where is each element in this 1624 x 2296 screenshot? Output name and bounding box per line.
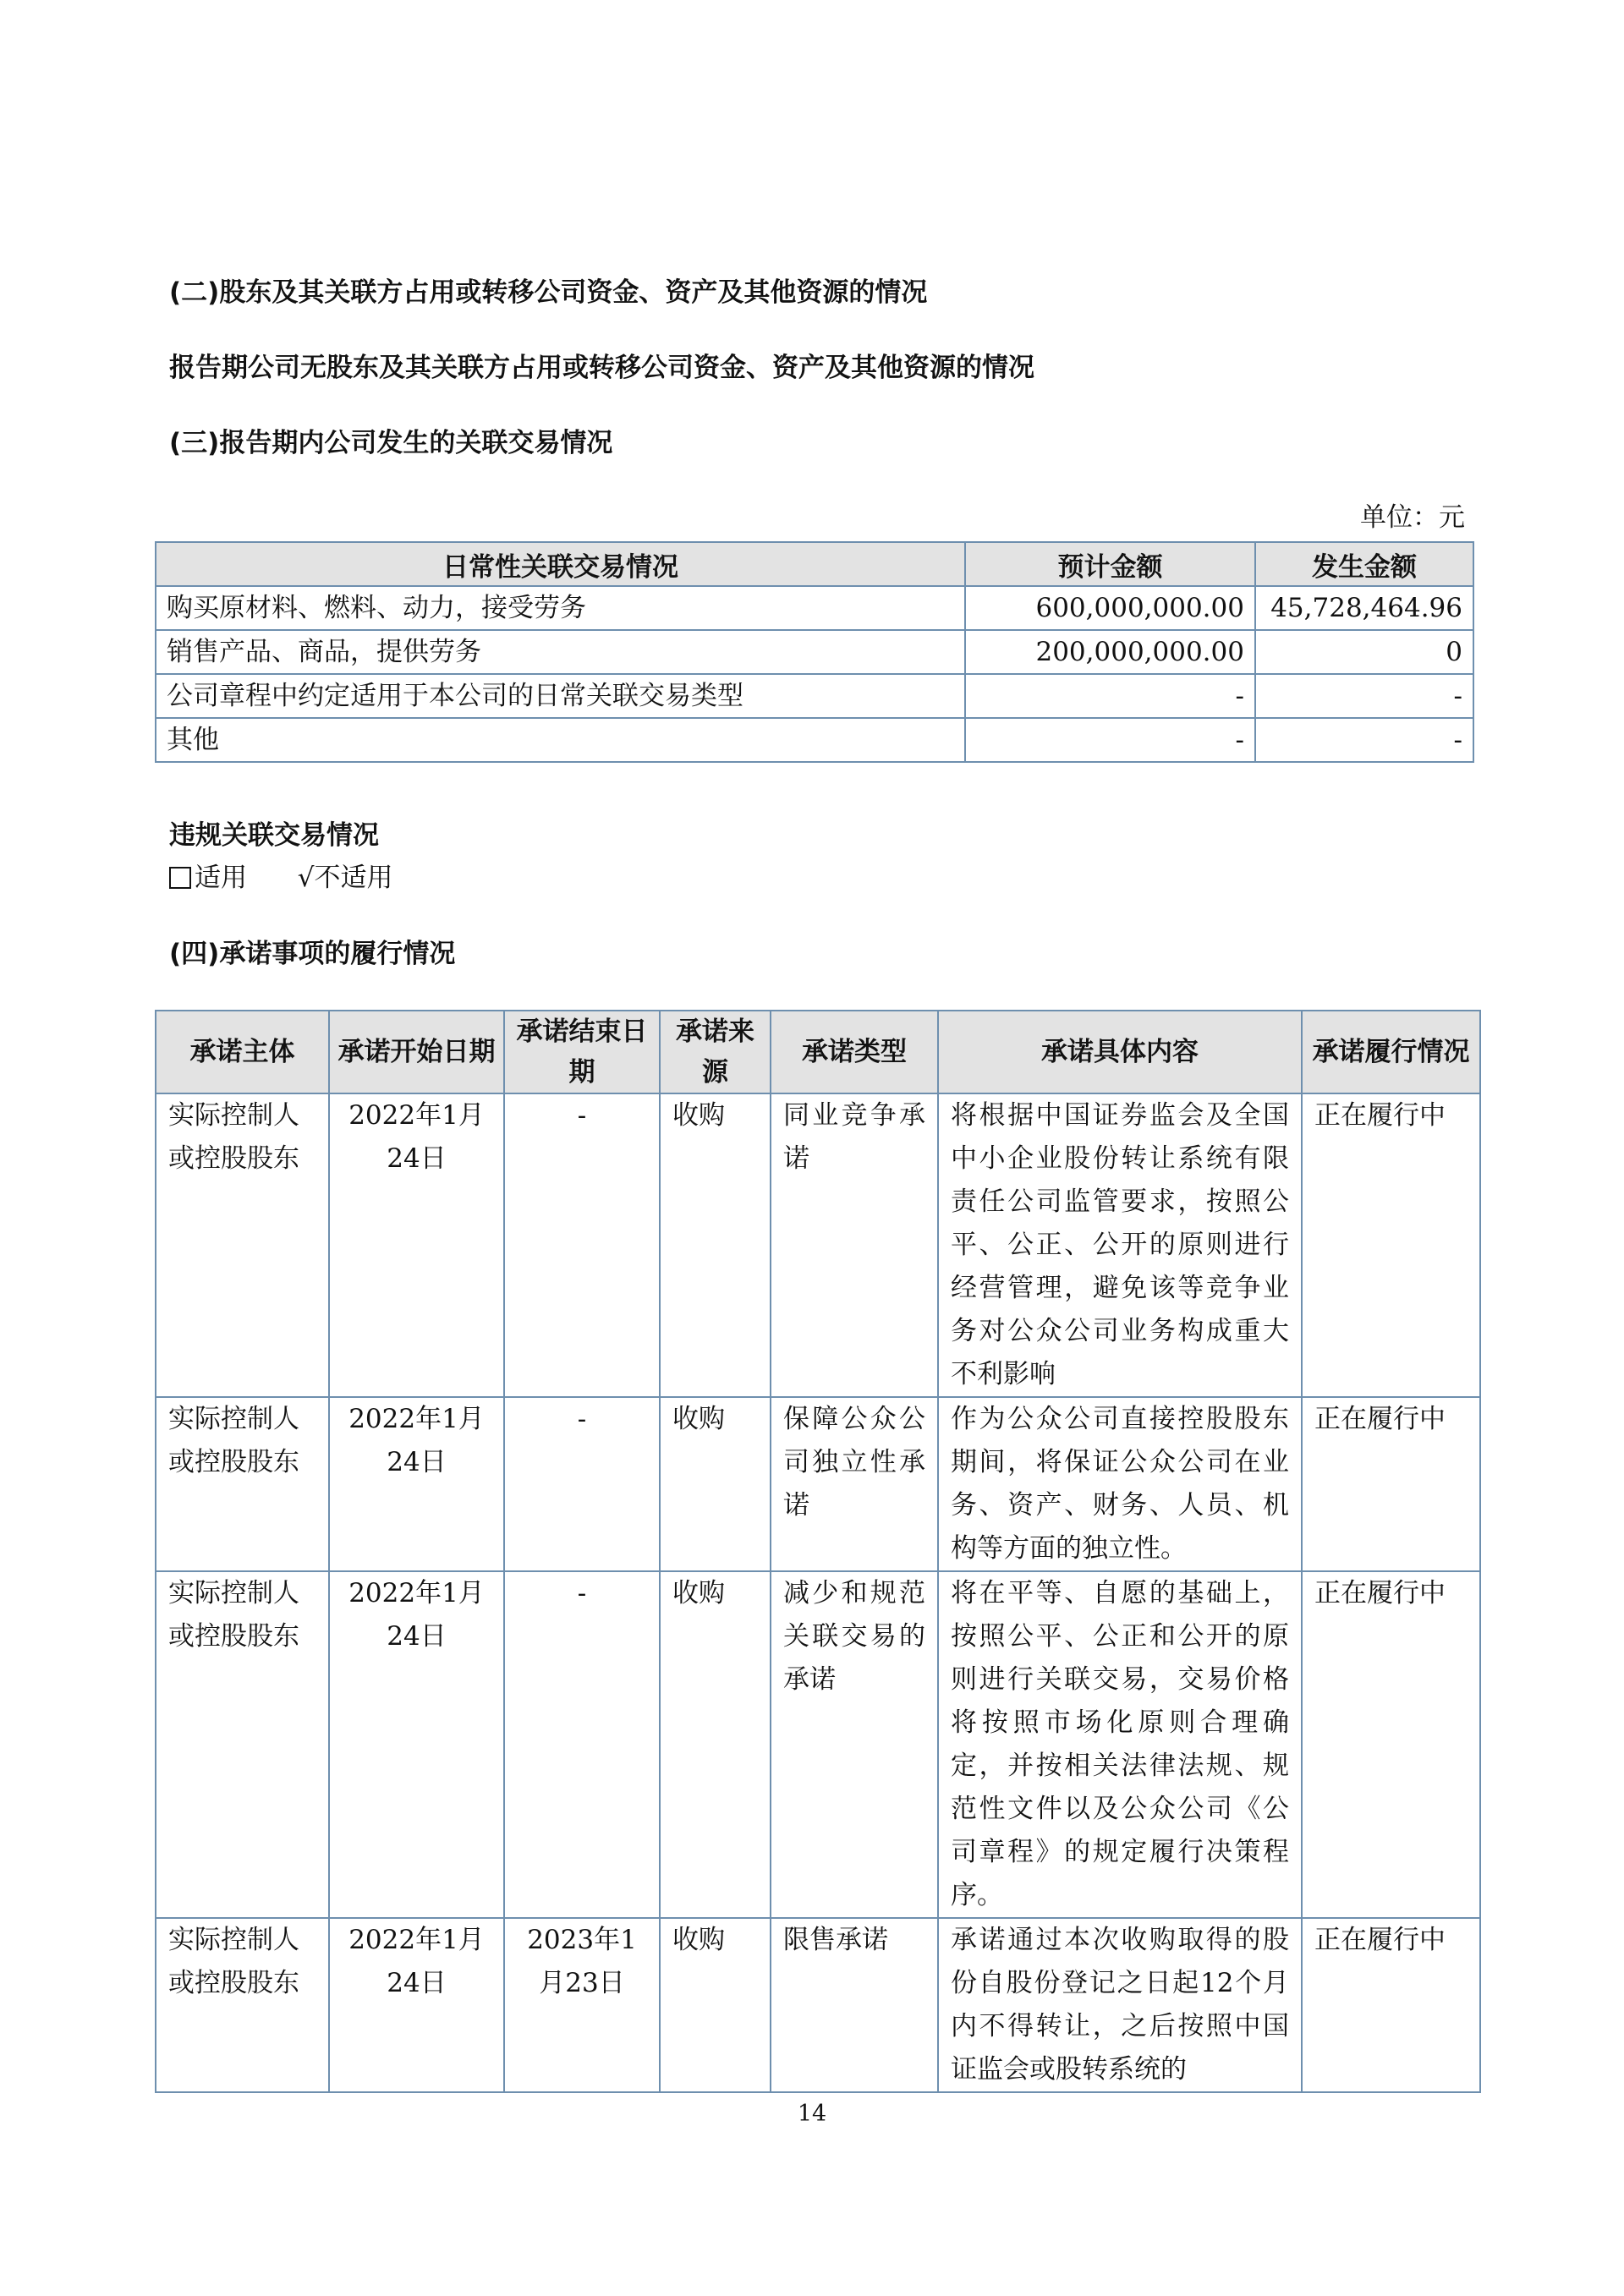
estimated-amount-cell: - (965, 718, 1255, 762)
type-cell: 减少和规范关联交易的承诺 (771, 1571, 938, 1918)
content-cell: 作为公众公司直接控股股东期间，将保证公众公司在业务、资产、财务、人员、机构等方面的独立性。 (938, 1397, 1302, 1571)
actual-amount-cell: - (1255, 718, 1473, 762)
header-cell: 承诺主体 (156, 1011, 329, 1093)
table-row (156, 674, 1473, 718)
end-date-cell: - (504, 1093, 660, 1397)
type-cell: 保障公众公司独立性承诺 (771, 1397, 938, 1571)
commitment-party-cell: 实际控制人或控股股东 (156, 1571, 329, 1918)
header-cell: 日常性关联交易情况 (156, 542, 965, 586)
table-row (156, 1918, 1480, 2092)
tx-type-cell: 公司章程中约定适用于本公司的日常关联交易类型 (156, 674, 965, 718)
header-cell: 承诺开始日期 (329, 1011, 504, 1093)
actual-amount-cell: - (1255, 674, 1473, 718)
tx-type-cell: 购买原材料、燃料、动力，接受劳务 (156, 586, 965, 630)
type-cell: 限售承诺 (771, 1918, 938, 2092)
table-row (156, 1093, 1480, 1397)
option-applicable: 适用 (195, 863, 247, 893)
source-cell: 收购 (660, 1397, 771, 1571)
actual-amount-cell: 0 (1255, 630, 1473, 674)
table-header-row (156, 1011, 1480, 1093)
start-date-cell: 2022年1月24日 (329, 1397, 504, 1571)
source-cell: 收购 (660, 1571, 771, 1918)
start-date-cell: 2022年1月24日 (329, 1093, 504, 1397)
violation-title: 违规关联交易情况 (169, 820, 379, 851)
status-cell: 正在履行中 (1302, 1397, 1480, 1571)
end-date-cell: - (504, 1397, 660, 1571)
end-date-cell: - (504, 1571, 660, 1918)
tx-type-cell: 销售产品、商品，提供劳务 (156, 630, 965, 674)
status-cell: 正在履行中 (1302, 1918, 1480, 2092)
table-row (156, 586, 1473, 630)
unit-label: 单位：元 (1360, 502, 1465, 533)
section-3-title: (三)报告期内公司发生的关联交易情况 (169, 428, 613, 458)
header-cell: 承诺来源 (660, 1011, 771, 1093)
option-not-applicable: √不适用 (297, 863, 393, 893)
table-row (156, 630, 1473, 674)
section-2-body: 报告期公司无股东及其关联方占用或转移公司资金、资产及其他资源的情况 (169, 353, 1034, 383)
violation-options (169, 861, 392, 895)
source-cell: 收购 (660, 1093, 771, 1397)
content-cell: 承诺通过本次收购取得的股份自股份登记之日起12个月内不得转让，之后按照中国证监会或股转系统的 (938, 1918, 1302, 2092)
header-cell: 承诺履行情况 (1302, 1011, 1480, 1093)
estimated-amount-cell: 200,000,000.00 (965, 630, 1255, 674)
table-header-row (156, 542, 1473, 586)
header-cell: 预计金额 (965, 542, 1255, 586)
commitments-table (155, 1010, 1481, 2093)
content-cell: 将根据中国证券监会及全国中小企业股份转让系统有限责任公司监管要求，按照公平、公正、公开的原则进行经营管理，避免该等竞争业务对公众公司业务构成重大不利影响 (938, 1093, 1302, 1397)
table-row (156, 1571, 1480, 1918)
section-4-title: (四)承诺事项的履行情况 (169, 939, 456, 969)
related-transactions-table (155, 541, 1474, 763)
tx-type-cell: 其他 (156, 718, 965, 762)
type-cell: 同业竞争承诺 (771, 1093, 938, 1397)
commitment-party-cell: 实际控制人或控股股东 (156, 1093, 329, 1397)
status-cell: 正在履行中 (1302, 1571, 1480, 1918)
table-row (156, 1397, 1480, 1571)
header-cell: 发生金额 (1255, 542, 1473, 586)
start-date-cell: 2022年1月24日 (329, 1571, 504, 1918)
estimated-amount-cell: 600,000,000.00 (965, 586, 1255, 630)
status-cell: 正在履行中 (1302, 1093, 1480, 1397)
commitment-party-cell: 实际控制人或控股股东 (156, 1397, 329, 1571)
source-cell: 收购 (660, 1918, 771, 2092)
actual-amount-cell: 45,728,464.96 (1255, 586, 1473, 630)
table-row (156, 718, 1473, 762)
unchecked-box-icon (169, 867, 191, 889)
estimated-amount-cell: - (965, 674, 1255, 718)
commitment-party-cell: 实际控制人或控股股东 (156, 1918, 329, 2092)
start-date-cell: 2022年1月24日 (329, 1918, 504, 2092)
header-cell: 承诺结束日期 (504, 1011, 660, 1093)
header-cell: 承诺类型 (771, 1011, 938, 1093)
page-number: 14 (797, 2101, 827, 2127)
section-2-title: (二)股东及其关联方占用或转移公司资金、资产及其他资源的情况 (169, 277, 928, 308)
end-date-cell: 2023年1月23日 (504, 1918, 660, 2092)
header-cell: 承诺具体内容 (938, 1011, 1302, 1093)
content-cell: 将在平等、自愿的基础上，按照公平、公正和公开的原则进行关联交易，交易价格将按照市场化原则合理确定，并按相关法律法规、规范性文件以及公众公司《公司章程》的规定履行决策程序。 (938, 1571, 1302, 1918)
